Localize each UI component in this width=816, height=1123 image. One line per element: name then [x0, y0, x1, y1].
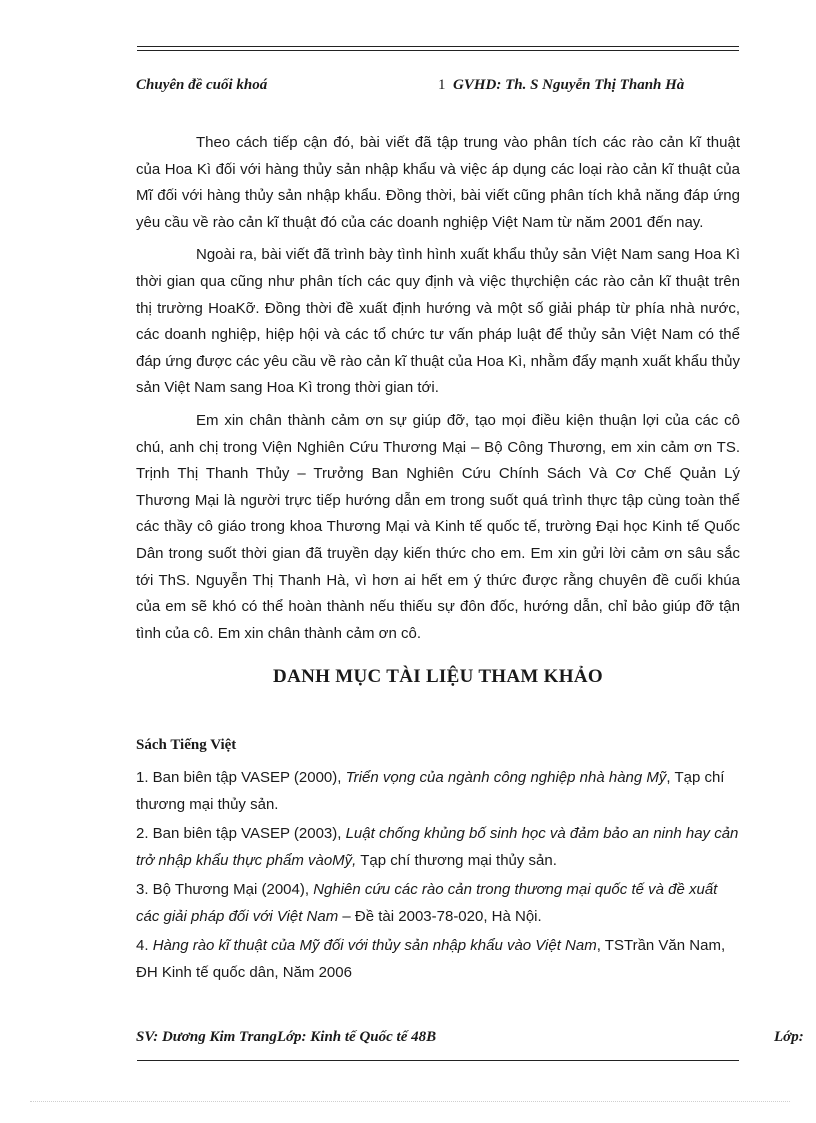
reference-item: [136, 876, 740, 930]
header-left: Chuyên đề cuối khoá: [136, 77, 268, 93]
reference-prefix: 2. Ban biên tập VASEP (2003),: [136, 825, 346, 842]
reference-prefix: 3. Bộ Thương Mại (2004),: [136, 881, 314, 898]
reference-title: Triển vọng của ngành công nghiệp nhà hàng Mỹ: [345, 769, 667, 786]
reference-prefix: 4.: [136, 937, 153, 954]
footer-left: SV: Dương Kim TrangLớp: Kinh tế Quốc tế 48B: [136, 1029, 437, 1045]
paragraph-3: Em xin chân thành cảm ơn sự giúp đỡ, tạo mọi điều kiện thuận lợi của các cô chú, anh chị trong Viện Nghiên Cứu Thương Mại – Bộ Công Thương, em xin cảm ơn TS. Trịnh Thị Thanh Thủy – Trưởng Ban Nghiên Cứu Chính Sách Và Cơ Chế Quản Lý Thương Mại là người trực tiếp hướng dẫn em trong suốt quá trình thực tập cùng toàn thể các thầy cô giáo trong khoa Thương Mại và Kinh tế quốc tế, trường Đại học Kinh tế Quốc Dân trong suốt thời gian đã truyền dạy kiến thức cho em. Em xin gửi lời cảm ơn sâu sắc tới ThS. Nguyễn Thị Thanh Hà, vì hơn ai hết em ý thức được rằng chuyên đề cuối khúa của em sẽ khó có thể hoàn thành nếu thiếu sự đôn đốc, hướng dẫn, chỉ bảo giúp đỡ tận tình của cô. Em xin chân thành cảm ơn cô.: [136, 411, 740, 642]
references-list: [136, 764, 740, 988]
header-top-rule: [137, 46, 739, 51]
paragraph-1: Theo cách tiếp cận đó, bài viết đã tập trung vào phân tích các rào cản kĩ thuật của Hoa Kì đối với hàng thủy sản nhập khẩu và việc áp dụng các loại rào cản kĩ thuật của Mĩ đối với hàng thủy sản nhập khẩu. Đồng thời, bài viết cũng phân tích khả năng đáp ứng yêu cầu về rào cản kĩ thuật đó của các doanh nghiệp Việt Nam từ năm 2001 đến nay.: [136, 134, 740, 231]
reference-item: [136, 764, 740, 818]
footer-rule: [137, 1060, 739, 1061]
reference-prefix: 1. Ban biên tập VASEP (2000),: [136, 769, 346, 786]
reference-item: [136, 932, 740, 986]
header-right: GVHD: Th. S Nguyễn Thị Thanh Hà: [453, 77, 685, 93]
references-title: DANH MỤC TÀI LIỆU THAM KHẢO: [273, 666, 603, 687]
body-text: [136, 130, 740, 653]
reference-title: Nghiên cứu các rào cản trong thương mại quốc tế và đề xuất các giải pháp đối với Việt Nam: [136, 881, 718, 925]
reference-title: Hàng rào kĩ thuật của Mỹ đối với thủy sản nhập khẩu vào Việt Nam: [152, 937, 597, 954]
reference-item: [136, 820, 740, 874]
footer-right: Lớp:: [774, 1029, 804, 1045]
paragraph-2: Ngoài ra, bài viết đã trình bày tình hình xuất khẩu thủy sản Việt Nam sang Hoa Kì thời gian qua cũng như phân tích các quy định và việc thựchiện các rào cản kĩ thuật trên thị trường HoaKỡ. Đồng thời đề xuất định hướng và một số giải pháp từ phía nhà nước, các doanh nghiệp, hiệp hội và các tổ chức tư vấn pháp luật để thủy sản Việt Nam có thể đáp ứng được các yêu cầu về rào cản kĩ thuật của Hoa Kì, nhằm đẩy mạnh xuất khẩu thủy sản Việt Nam sang Hoa Kì trong thời gian tới.: [136, 246, 740, 397]
page-edge-dots: [30, 1101, 790, 1102]
reference-suffix: , Tạp chí thương mại thủy sản.: [136, 769, 725, 813]
references-subhead: Sách Tiếng Việt: [136, 737, 237, 753]
reference-title: Luật chống khủng bố sinh học và đảm bảo an ninh hay cản trở nhập khẩu thực phẩm vàoMỹ,: [136, 825, 739, 869]
header-page-number: 1: [438, 77, 446, 93]
reference-suffix: Tạp chí thương mại thủy sản.: [356, 852, 557, 869]
reference-suffix: , TSTrần Văn Nam, ĐH Kinh tế quốc dân, Năm 2006: [136, 937, 726, 981]
reference-suffix: – Đề tài 2003-78-020, Hà Nội.: [338, 908, 542, 925]
